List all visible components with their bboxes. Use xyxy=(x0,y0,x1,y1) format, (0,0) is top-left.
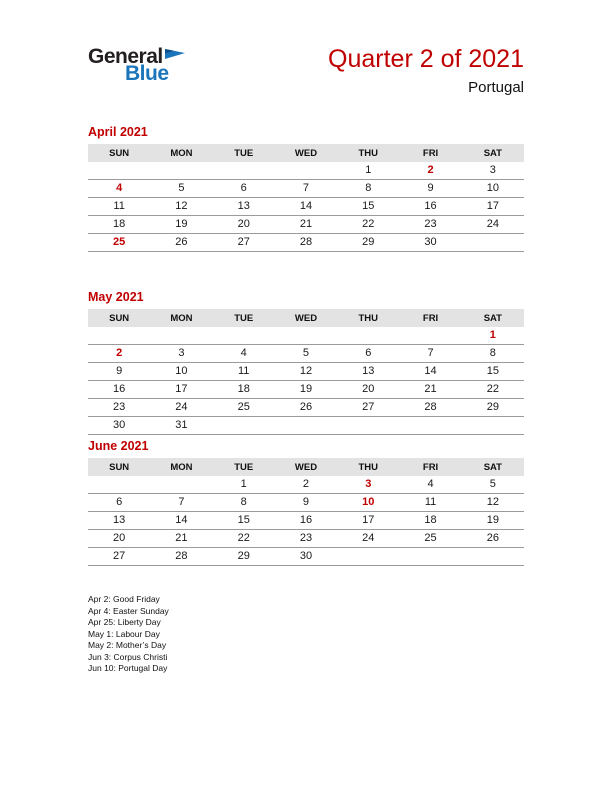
day-cell: 27 xyxy=(337,399,399,417)
weekday-header: FRI xyxy=(399,458,461,476)
weekday-header: TUE xyxy=(213,309,275,327)
day-cell: 10 xyxy=(150,363,212,381)
day-cell: 14 xyxy=(275,198,337,216)
day-cell: 15 xyxy=(462,363,524,381)
day-cell: 6 xyxy=(213,180,275,198)
day-cell: 3 xyxy=(150,345,212,363)
day-cell: 9 xyxy=(275,494,337,512)
day-cell: 16 xyxy=(88,381,150,399)
week-row xyxy=(88,548,524,566)
page-subtitle: Portugal xyxy=(468,78,524,96)
day-cell: 20 xyxy=(213,216,275,234)
day-cell: 23 xyxy=(399,216,461,234)
day-cell: 14 xyxy=(399,363,461,381)
day-cell: 18 xyxy=(399,512,461,530)
empty-day-cell xyxy=(399,548,461,566)
weekday-header: TUE xyxy=(213,458,275,476)
weekday-header: SUN xyxy=(88,458,150,476)
week-row xyxy=(88,417,524,435)
day-cell: 12 xyxy=(150,198,212,216)
day-cell: 3 xyxy=(337,476,399,494)
day-cell: 8 xyxy=(213,494,275,512)
week-row xyxy=(88,327,524,345)
empty-day-cell xyxy=(150,476,212,494)
empty-day-cell xyxy=(88,327,150,345)
day-cell: 27 xyxy=(213,234,275,252)
page-title: Quarter 2 of 2021 xyxy=(328,45,524,73)
day-cell: 20 xyxy=(337,381,399,399)
day-cell: 29 xyxy=(337,234,399,252)
day-cell: 2 xyxy=(275,476,337,494)
empty-day-cell xyxy=(88,162,150,180)
calendar-table-may xyxy=(88,309,524,435)
day-cell: 22 xyxy=(337,216,399,234)
week-row xyxy=(88,198,524,216)
day-cell: 17 xyxy=(337,512,399,530)
day-cell: 30 xyxy=(275,548,337,566)
day-cell: 15 xyxy=(337,198,399,216)
day-cell: 24 xyxy=(337,530,399,548)
title-block xyxy=(328,46,524,96)
day-cell: 25 xyxy=(213,399,275,417)
weekday-header: FRI xyxy=(399,309,461,327)
empty-day-cell xyxy=(399,417,461,435)
empty-day-cell xyxy=(150,162,212,180)
weekday-header: TUE xyxy=(213,144,275,162)
day-cell: 6 xyxy=(88,494,150,512)
day-cell: 29 xyxy=(462,399,524,417)
holiday-item: Jun 3: Corpus Christi xyxy=(88,651,168,662)
weekday-header: SAT xyxy=(462,144,524,162)
empty-day-cell xyxy=(213,417,275,435)
logo-word-blue: Blue xyxy=(125,62,169,85)
day-cell: 7 xyxy=(275,180,337,198)
holiday-item: Jun 10: Portugal Day xyxy=(88,663,168,673)
day-cell: 9 xyxy=(399,180,461,198)
week-row xyxy=(88,512,524,530)
day-cell: 24 xyxy=(462,216,524,234)
holiday-list xyxy=(88,594,524,675)
calendar-table-june xyxy=(88,458,524,566)
day-cell: 19 xyxy=(150,216,212,234)
empty-day-cell xyxy=(399,327,461,345)
calendar-table-april xyxy=(88,144,524,252)
page-header xyxy=(88,46,524,104)
month-section-june xyxy=(88,440,524,566)
week-row xyxy=(88,381,524,399)
day-cell: 16 xyxy=(275,512,337,530)
weekday-header: WED xyxy=(275,144,337,162)
day-cell: 5 xyxy=(462,476,524,494)
day-cell: 28 xyxy=(399,399,461,417)
day-cell: 21 xyxy=(399,381,461,399)
empty-day-cell xyxy=(88,476,150,494)
day-cell: 1 xyxy=(337,162,399,180)
day-cell: 30 xyxy=(88,417,150,435)
day-cell: 11 xyxy=(88,198,150,216)
day-cell: 28 xyxy=(150,548,212,566)
day-cell: 21 xyxy=(150,530,212,548)
day-cell: 22 xyxy=(213,530,275,548)
day-cell: 23 xyxy=(88,399,150,417)
day-cell: 12 xyxy=(275,363,337,381)
day-cell: 26 xyxy=(150,234,212,252)
weekday-header: THU xyxy=(337,144,399,162)
empty-day-cell xyxy=(462,548,524,566)
month-title-may: May 2021 xyxy=(88,290,144,304)
weekday-header: THU xyxy=(337,458,399,476)
day-cell: 15 xyxy=(213,512,275,530)
weekday-header: WED xyxy=(275,458,337,476)
day-cell: 31 xyxy=(150,417,212,435)
day-cell: 4 xyxy=(399,476,461,494)
month-section-april xyxy=(88,126,524,252)
day-cell: 21 xyxy=(275,216,337,234)
week-row xyxy=(88,180,524,198)
week-row xyxy=(88,162,524,180)
day-cell: 18 xyxy=(213,381,275,399)
week-row xyxy=(88,399,524,417)
week-row xyxy=(88,363,524,381)
day-cell: 23 xyxy=(275,530,337,548)
day-cell: 20 xyxy=(88,530,150,548)
empty-day-cell xyxy=(213,327,275,345)
day-cell: 2 xyxy=(399,162,461,180)
weekday-header: MON xyxy=(150,144,212,162)
day-cell: 29 xyxy=(213,548,275,566)
weekday-header: SUN xyxy=(88,144,150,162)
empty-day-cell xyxy=(150,327,212,345)
holiday-item: Apr 2: Good Friday xyxy=(88,594,160,604)
day-cell: 13 xyxy=(88,512,150,530)
day-cell: 28 xyxy=(275,234,337,252)
logo-word-general: General xyxy=(88,45,163,68)
day-cell: 7 xyxy=(399,345,461,363)
day-cell: 30 xyxy=(399,234,461,252)
day-cell: 19 xyxy=(275,381,337,399)
month-title-april: April 2021 xyxy=(88,125,148,139)
holiday-item: May 2: Mother’s Day xyxy=(88,640,167,650)
day-cell: 17 xyxy=(150,381,212,399)
day-cell: 5 xyxy=(275,345,337,363)
day-cell: 8 xyxy=(462,345,524,363)
weekday-header: FRI xyxy=(399,144,461,162)
day-cell: 11 xyxy=(399,494,461,512)
weekday-header: SAT xyxy=(462,309,524,327)
month-title-june: June 2021 xyxy=(88,439,149,453)
week-row xyxy=(88,345,524,363)
day-cell: 13 xyxy=(213,198,275,216)
holiday-item: Apr 25: Liberty Day xyxy=(88,617,161,627)
day-cell: 10 xyxy=(337,494,399,512)
day-cell: 6 xyxy=(337,345,399,363)
week-row xyxy=(88,494,524,512)
day-cell: 14 xyxy=(150,512,212,530)
empty-day-cell xyxy=(337,417,399,435)
week-row xyxy=(88,476,524,494)
empty-day-cell xyxy=(337,548,399,566)
weekday-header: SAT xyxy=(462,458,524,476)
empty-day-cell xyxy=(213,162,275,180)
day-cell: 11 xyxy=(213,363,275,381)
day-cell: 4 xyxy=(88,180,150,198)
holiday-item: May 1: Labour Day xyxy=(88,628,160,639)
weekday-header: SUN xyxy=(88,309,150,327)
general-blue-logo xyxy=(88,46,185,84)
day-cell: 13 xyxy=(337,363,399,381)
empty-day-cell xyxy=(462,417,524,435)
week-row xyxy=(88,216,524,234)
empty-day-cell xyxy=(462,234,524,252)
day-cell: 5 xyxy=(150,180,212,198)
week-row xyxy=(88,234,524,252)
day-cell: 9 xyxy=(88,363,150,381)
holiday-item: Apr 4: Easter Sunday xyxy=(88,605,169,616)
weekday-header: MON xyxy=(150,458,212,476)
day-cell: 18 xyxy=(88,216,150,234)
day-cell: 25 xyxy=(399,530,461,548)
day-cell: 22 xyxy=(462,381,524,399)
empty-day-cell xyxy=(275,327,337,345)
day-cell: 4 xyxy=(213,345,275,363)
empty-day-cell xyxy=(275,417,337,435)
day-cell: 10 xyxy=(462,180,524,198)
day-cell: 1 xyxy=(213,476,275,494)
day-cell: 26 xyxy=(275,399,337,417)
month-section-may xyxy=(88,291,524,435)
day-cell: 25 xyxy=(88,234,150,252)
day-cell: 8 xyxy=(337,180,399,198)
day-cell: 3 xyxy=(462,162,524,180)
day-cell: 26 xyxy=(462,530,524,548)
day-cell: 24 xyxy=(150,399,212,417)
day-cell: 27 xyxy=(88,548,150,566)
day-cell: 19 xyxy=(462,512,524,530)
week-row xyxy=(88,530,524,548)
weekday-header: MON xyxy=(150,309,212,327)
empty-day-cell xyxy=(337,327,399,345)
day-cell: 7 xyxy=(150,494,212,512)
day-cell: 17 xyxy=(462,198,524,216)
day-cell: 1 xyxy=(462,327,524,345)
weekday-header: THU xyxy=(337,309,399,327)
day-cell: 12 xyxy=(462,494,524,512)
day-cell: 16 xyxy=(399,198,461,216)
weekday-header: WED xyxy=(275,309,337,327)
day-cell: 2 xyxy=(88,345,150,363)
empty-day-cell xyxy=(275,162,337,180)
